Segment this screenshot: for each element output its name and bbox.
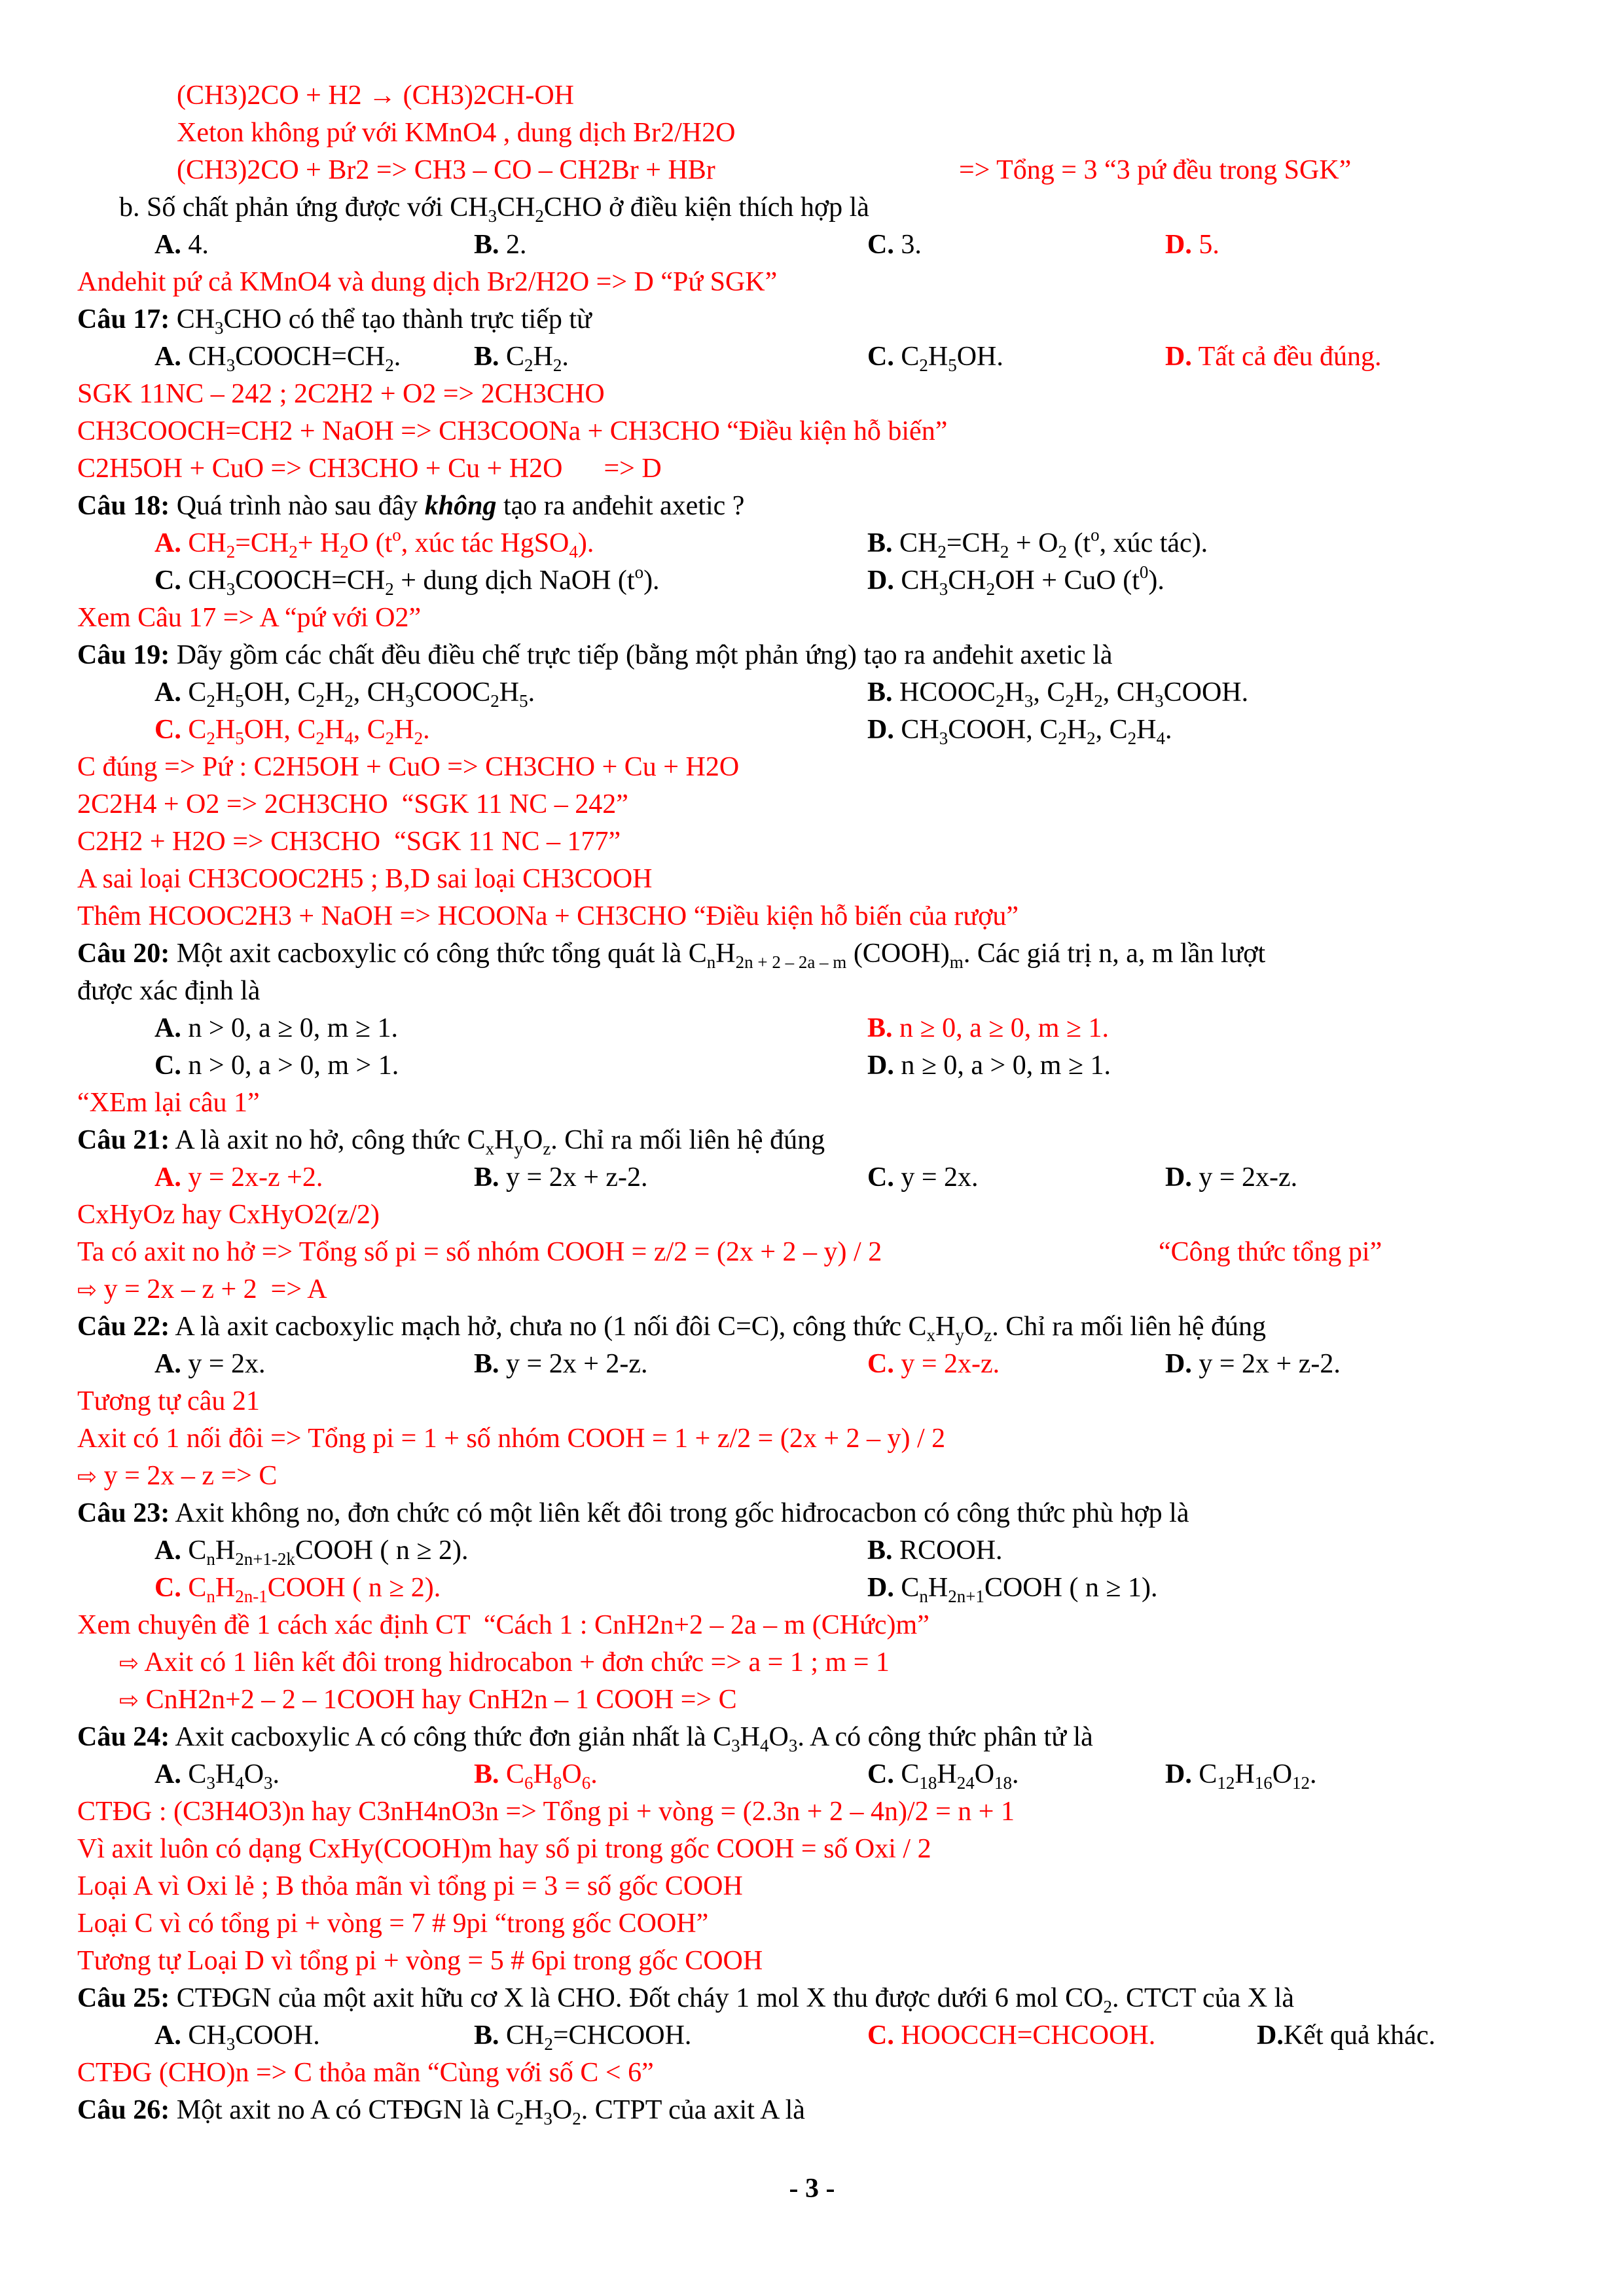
answer-note: “Công thức tổng pi” xyxy=(1159,1237,1382,1267)
answer-note: Ta có axit no hở => Tổng số pi = số nhóm COOH = z/2 = (2x + 2 – y) / 2 xyxy=(77,1237,882,1267)
option-b: B. $CH_2=CH_2 + O_2$ ($t^o$, xúc tác). xyxy=(867,525,1208,562)
option-a: A. $C_3H_4O_3$. xyxy=(154,1759,280,1793)
option-c: C. $C_2H_5OH$. xyxy=(867,342,1003,375)
question-26: Câu 26: Một axit no A có CTĐGN là $C_2H_3O_2$. CTPT của axit A là xyxy=(77,2095,805,2128)
answer-note: Vì axit luôn có dạng CxHy(COOH)m hay số pi trong gốc COOH = số Oxi / 2 xyxy=(77,1834,931,1864)
option-d: D. $CH_3COOH$, $C_2H_2$, $C_2H_4$. xyxy=(867,715,1172,748)
option-a: A. y = 2x-z +2. xyxy=(154,1162,323,1193)
implies-arrow-icon: ⇨ xyxy=(119,1687,139,1714)
question-17: Câu 17: $CH_3CHO$ có thể tạo thành trực tiếp từ xyxy=(77,304,592,338)
question-19: Câu 19: Dãy gồm các chất đều điều chế trực tiếp (bằng một phản ứng) tạo ra anđehit axetic là xyxy=(77,640,1113,670)
answer-note: (CH3)2CO + H2 → (CH3)2CH-OH xyxy=(177,81,574,111)
implies-arrow-icon: ⇨ xyxy=(119,1650,139,1677)
answer-note: Loại C vì có tổng pi + vòng = 7 # 9pi “trong gốc COOH” xyxy=(77,1909,709,1939)
option-a: A. n > 0, a ≥ 0, m ≥ 1. xyxy=(154,1013,398,1043)
option-a: A. $CH_3COOH$. xyxy=(154,2020,320,2054)
question-18: Câu 18: Quá trình nào sau đây không tạo ra anđehit axetic ? xyxy=(77,491,745,521)
answer-note: ⇨ y = 2x – z + 2 => A xyxy=(77,1274,327,1304)
answer-note: CH3COOCH=CH2 + NaOH => CH3COONa + CH3CHO “Điều kiện hỗ biến” xyxy=(77,416,948,446)
question-20: Câu 20: Một axit cacboxylic có công thức tổng quát là $C_nH_{2n + 2 - 2a - m}$ $(COOH)_m$. Các giá trị n, a, m lần lượt xyxy=(77,939,1266,972)
answer-note: Loại A vì Oxi lẻ ; B thỏa mãn vì tổng pi = 3 = số gốc COOH xyxy=(77,1871,743,1901)
answer-note: A sai loại CH3COOC2H5 ; B,D sai loại CH3COOH xyxy=(77,864,653,894)
answer-note: (CH3)2CO + Br2 => CH3 – CO – CH2Br + HBr xyxy=(177,155,715,185)
answer-note: Xem Câu 17 => A “pứ với O2” xyxy=(77,603,422,633)
option-d: D.Kết quả khác. xyxy=(1257,2020,1435,2051)
option-a: A. 4. xyxy=(154,230,209,260)
option-d: D. $C_{12}H_{16}O_{12}$. xyxy=(1165,1759,1317,1793)
option-b: B. $CH_2=CHCOOH$. xyxy=(474,2020,692,2054)
implies-arrow-icon: ⇨ xyxy=(77,1463,98,1490)
option-c: C. HOOCCH=CHCOOH. xyxy=(867,2020,1156,2051)
option-c: C. y = 2x-z. xyxy=(867,1349,1000,1379)
option-a: A. $CH_3COOCH=CH_2$. xyxy=(154,342,401,375)
option-b: B. y = 2x + z-2. xyxy=(474,1162,648,1193)
option-d: D. n ≥ 0, a > 0, m ≥ 1. xyxy=(867,1050,1111,1081)
answer-note: SGK 11NC – 242 ; 2C2H2 + O2 => 2CH3CHO xyxy=(77,379,605,409)
option-d: D. y = 2x-z. xyxy=(1165,1162,1298,1193)
question-23: Câu 23: Axit không no, đơn chức có một liên kết đôi trong gốc hiđrocacbon có công thức phù hợp là xyxy=(77,1498,1189,1528)
question-24: Câu 24: Axit cacboxylic A có công thức đơn giản nhất là $C_3H_4O_3$. A có công thức phân tử là xyxy=(77,1722,1093,1755)
option-c: C. $C_2H_5OH$, $C_2H_4$, $C_2H_2$. xyxy=(154,715,430,748)
answer-note: C2H5OH + CuO => CH3CHO + Cu + H2O => D xyxy=(77,454,662,484)
answer-note: Xem chuyên đề 1 cách xác định CT “Cách 1 : CnH2n+2 – 2a – m (CHức)m” xyxy=(77,1610,929,1640)
answer-note: Xeton không pứ với KMnO4 , dung dịch Br2/H2O xyxy=(177,118,736,148)
answer-note: C đúng => Pứ : C2H5OH + CuO => CH3CHO + Cu + H2O xyxy=(77,752,740,782)
option-b: B. n ≥ 0, a ≥ 0, m ≥ 1. xyxy=(867,1013,1109,1043)
answer-note: Tương tự Loại D vì tổng pi + vòng = 5 # 6pi trong gốc COOH xyxy=(77,1946,763,1976)
answer-note: C2H2 + H2O => CH3CHO “SGK 11 NC – 177” xyxy=(77,827,621,857)
answer-note: 2C2H4 + O2 => 2CH3CHO “SGK 11 NC – 242” xyxy=(77,789,628,819)
option-c: C. $CH_3COOCH=CH_2$ + dung dịch NaOH $(t^o)$. xyxy=(154,562,660,599)
option-c: C. $C_{18}H_{24}O_{18}$. xyxy=(867,1759,1019,1793)
page-number: - 3 - xyxy=(789,2174,835,2204)
answer-note: CxHyOz hay CxHyO2(z/2) xyxy=(77,1200,380,1230)
option-d: D. Tất cả đều đúng. xyxy=(1165,342,1382,372)
answer-note: “XEm lại câu 1” xyxy=(77,1088,260,1118)
option-b: B. 2. xyxy=(474,230,527,260)
option-c: C. y = 2x. xyxy=(867,1162,979,1193)
option-a: A. $C_2H_5OH$, $C_2H_2$, $CH_3COOC_2H_5$. xyxy=(154,677,535,711)
question-25: Câu 25: CTĐGN của một axit hữu cơ X là CHO. Đốt cháy 1 mol X thu được dưới 6 mol $CO_2$. CTCT của X là xyxy=(77,1983,1294,2017)
option-d: D. y = 2x + z-2. xyxy=(1165,1349,1341,1379)
answer-note: ⇨ Axit có 1 liên kết đôi trong hidrocabon + đơn chức => a = 1 ; m = 1 xyxy=(119,1647,890,1677)
option-b: B. y = 2x + 2-z. xyxy=(474,1349,648,1379)
answer-note: Andehit pứ cả KMnO4 và dung dịch Br2/H2O => D “Pứ SGK” xyxy=(77,267,778,297)
answer-note: => Tổng = 3 “3 pứ đều trong SGK” xyxy=(959,155,1352,185)
option-b: B. $C_2H_2$. xyxy=(474,342,569,375)
option-a: A. $CH_2=CH_2+ H_2O$ ($t^o$, xúc tác HgSO$_4$). xyxy=(154,525,594,562)
option-d: D. 5. xyxy=(1165,230,1219,260)
option-c: C. 3. xyxy=(867,230,922,260)
option-d: D. $CH_3CH_2OH$ + CuO $(t^0)$. xyxy=(867,562,1164,599)
question-22: Câu 22: A là axit cacboxylic mạch hở, chưa no (1 nối đôi C=C), công thức $C_xH_yO_z$. Chỉ ra mối liên hệ đúng xyxy=(77,1312,1266,1345)
option-b: B. $C_6H_8O_6$. xyxy=(474,1759,598,1793)
question-21: Câu 21: A là axit no hở, công thức $C_xH_yO_z$. Chỉ ra mối liên hệ đúng xyxy=(77,1125,825,1158)
option-c: C. $C_nH_{2n-1}COOH$ ( n ≥ 2). xyxy=(154,1573,441,1606)
question-20-cont: được xác định là xyxy=(77,976,261,1006)
implies-arrow-icon: ⇨ xyxy=(77,1277,98,1304)
answer-note: Thêm HCOOC2H3 + NaOH => HCOONa + CH3CHO “Điều kiện hỗ biến của rượu” xyxy=(77,901,1019,931)
answer-note: ⇨ y = 2x – z => C xyxy=(77,1461,278,1491)
answer-note: Axit có 1 nối đôi => Tổng pi = 1 + số nhóm COOH = 1 + z/2 = (2x + 2 – y) / 2 xyxy=(77,1424,946,1454)
option-a: A. y = 2x. xyxy=(154,1349,266,1379)
option-c: C. n > 0, a > 0, m > 1. xyxy=(154,1050,399,1081)
option-a: A. $C_nH_{2n+1-2k}COOH$ ( n ≥ 2). xyxy=(154,1535,469,1569)
question-text: b. Số chất phản ứng được với $CH_3CH_2CHO$ ở điều kiện thích hợp là xyxy=(119,192,869,226)
answer-note: ⇨ CnH2n+2 – 2 – 1COOH hay CnH2n – 1 COOH => C xyxy=(119,1685,737,1715)
answer-note: Tương tự câu 21 xyxy=(77,1386,260,1416)
answer-note: CTĐG : (C3H4O3)n hay C3nH4nO3n => Tổng pi + vòng = (2.3n + 2 – 4n)/2 = n + 1 xyxy=(77,1797,1015,1827)
option-b: B. RCOOH. xyxy=(867,1535,1003,1566)
option-d: D. $C_nH_{2n+1}COOH$ ( n ≥ 1). xyxy=(867,1573,1158,1606)
option-b: B. $HCOOC_2H_3$, $C_2H_2$, $CH_3COOH$. xyxy=(867,677,1249,711)
answer-note: CTĐG (CHO)n => C thỏa mãn “Cùng với số C < 6” xyxy=(77,2058,654,2088)
